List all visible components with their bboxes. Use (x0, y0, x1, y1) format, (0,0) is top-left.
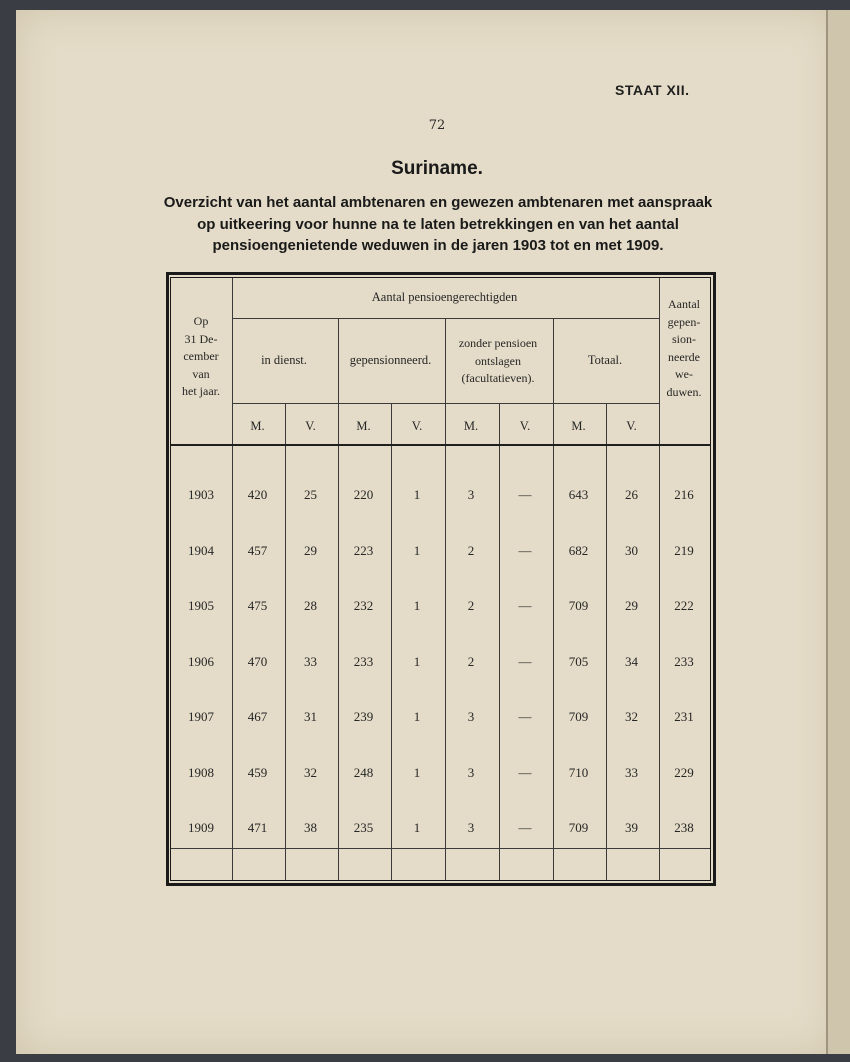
cell-in-dienst-v: 31 (304, 709, 317, 724)
cell-in-dienst-v: 25 (304, 487, 317, 502)
cell-in-dienst-m: 475 (247, 598, 268, 613)
cell-in-dienst-v: 28 (304, 598, 317, 613)
cell-gepensionneerd-m: 248 (353, 764, 374, 780)
cell-in-dienst-v: 32 (304, 764, 317, 780)
cell-weduwen: 222 (674, 598, 694, 613)
cell-totaal-v: 29 (625, 598, 638, 613)
cell-gepensionneerd-v: 1 (413, 487, 421, 502)
cell-in-dienst-m: 470 (247, 653, 268, 669)
cell-in-dienst-v: 33 (304, 653, 317, 669)
col-header-year: Op 31 De- cember van het jaar. (182, 314, 220, 398)
cell-zonder-v: — (518, 764, 532, 780)
sub-header-v: V. (519, 419, 531, 433)
cell-gepensionneerd-v: 1 (413, 820, 421, 835)
cell-gepensionneerd-v: 1 (413, 542, 421, 558)
cell-year: 1909 (188, 820, 214, 835)
cell-weduwen: 238 (674, 820, 694, 835)
cell-gepensionneerd-m: 233 (353, 653, 374, 669)
cell-totaal-m: 709 (568, 820, 589, 835)
cell-weduwen: 216 (674, 487, 694, 502)
column-divider (232, 278, 233, 880)
cell-in-dienst-v: 29 (304, 542, 317, 558)
cell-gepensionneerd-v: 1 (413, 598, 421, 613)
cell-weduwen: 231 (674, 709, 694, 724)
cell-weduwen: 233 (674, 653, 694, 669)
cell-year: 1906 (188, 653, 214, 669)
cell-zonder-m: 3 (467, 487, 475, 502)
subtitle-line: Overzicht van het aantal ambtenaren en gewezen ambtenaren met aanspraak (163, 194, 713, 211)
cell-gepensionneerd-v: 1 (413, 709, 421, 724)
cell-year: 1903 (188, 487, 214, 502)
cell-weduwen: 219 (674, 542, 694, 558)
cell-year: 1905 (188, 598, 214, 613)
cell-totaal-v: 26 (625, 487, 638, 502)
cell-in-dienst-m: 457 (247, 542, 268, 558)
sub-header-v: V. (305, 419, 316, 433)
cell-zonder-m: 3 (467, 709, 475, 724)
sub-header-m: M. (250, 419, 265, 433)
cell-in-dienst-m: 467 (247, 709, 268, 724)
cell-totaal-v: 39 (625, 820, 638, 835)
page-number: 72 (428, 118, 446, 133)
sub-header-m: M. (463, 419, 479, 433)
column-divider (285, 403, 286, 880)
header-bottom-rule (171, 444, 710, 446)
cell-totaal-m: 705 (568, 653, 589, 669)
col-header-totaal: Totaal. (587, 353, 623, 367)
cell-totaal-m: 710 (568, 764, 589, 780)
cell-weduwen: 229 (674, 764, 694, 780)
subtitle-line: pensioengenietende weduwen in de jaren 1903 tot en met 1909. (212, 237, 664, 254)
cell-zonder-m: 2 (467, 542, 475, 558)
page-title: Suriname. (391, 158, 483, 179)
cell-year: 1908 (188, 764, 214, 780)
cell-zonder-v: — (518, 542, 532, 558)
sub-header-m: M. (356, 419, 371, 433)
sub-header-m: M. (571, 419, 586, 433)
cell-year: 1904 (188, 542, 214, 558)
cell-zonder-v: — (518, 820, 532, 835)
cell-totaal-v: 30 (625, 542, 638, 558)
cell-in-dienst-m: 471 (247, 820, 268, 835)
cell-gepensionneerd-v: 1 (413, 764, 421, 780)
col-header-in-dienst: in dienst. (261, 353, 307, 367)
cell-in-dienst-v: 38 (304, 820, 317, 835)
cell-zonder-m: 2 (467, 653, 475, 669)
cell-gepensionneerd-m: 220 (353, 487, 374, 502)
cell-year: 1907 (188, 709, 214, 724)
cell-in-dienst-m: 459 (247, 764, 268, 780)
col-header-zonder-pensioen: zonder pensioen ontslagen (facultatieven). (458, 336, 538, 385)
subtitle-line: op uitkeering voor hunne na te laten betrekkingen en van het aantal (197, 215, 679, 233)
cell-totaal-v: 32 (625, 709, 638, 724)
cell-in-dienst-m: 420 (247, 487, 268, 502)
col-header-weduwen: Aantal gepen- sion- neerde we- duwen. (666, 297, 702, 399)
cell-zonder-v: — (518, 709, 532, 724)
cell-totaal-v: 34 (625, 653, 638, 669)
cell-zonder-m: 3 (467, 820, 475, 835)
cell-zonder-m: 3 (467, 764, 475, 780)
column-divider (499, 403, 500, 880)
cell-zonder-v: — (518, 653, 532, 669)
cell-gepensionneerd-m: 232 (353, 598, 374, 613)
cell-zonder-v: — (518, 598, 532, 613)
cell-zonder-v: — (518, 487, 532, 502)
cell-gepensionneerd-v: 1 (413, 653, 421, 669)
cell-zonder-m: 2 (467, 598, 475, 613)
cell-gepensionneerd-m: 239 (353, 709, 374, 724)
footer-rule (171, 848, 710, 849)
col-header-gepensionneerd: gepensionneerd. (349, 353, 432, 367)
sub-header-v: V. (411, 419, 423, 433)
cell-gepensionneerd-m: 235 (353, 820, 374, 835)
header-rule (232, 403, 659, 404)
column-divider (606, 403, 607, 880)
column-divider (391, 403, 392, 880)
cell-gepensionneerd-m: 223 (353, 542, 374, 558)
subtitle (160, 192, 716, 257)
staat-label: STAAT XII. (615, 82, 690, 98)
header-rule (232, 318, 659, 319)
cell-totaal-m: 682 (568, 542, 589, 558)
group-header: Aantal pensioengerechtigden (371, 290, 518, 304)
sub-header-v: V. (626, 419, 637, 433)
cell-totaal-m: 643 (568, 487, 589, 502)
cell-totaal-v: 33 (625, 764, 638, 780)
cell-totaal-m: 709 (568, 598, 589, 613)
cell-totaal-m: 709 (568, 709, 589, 724)
